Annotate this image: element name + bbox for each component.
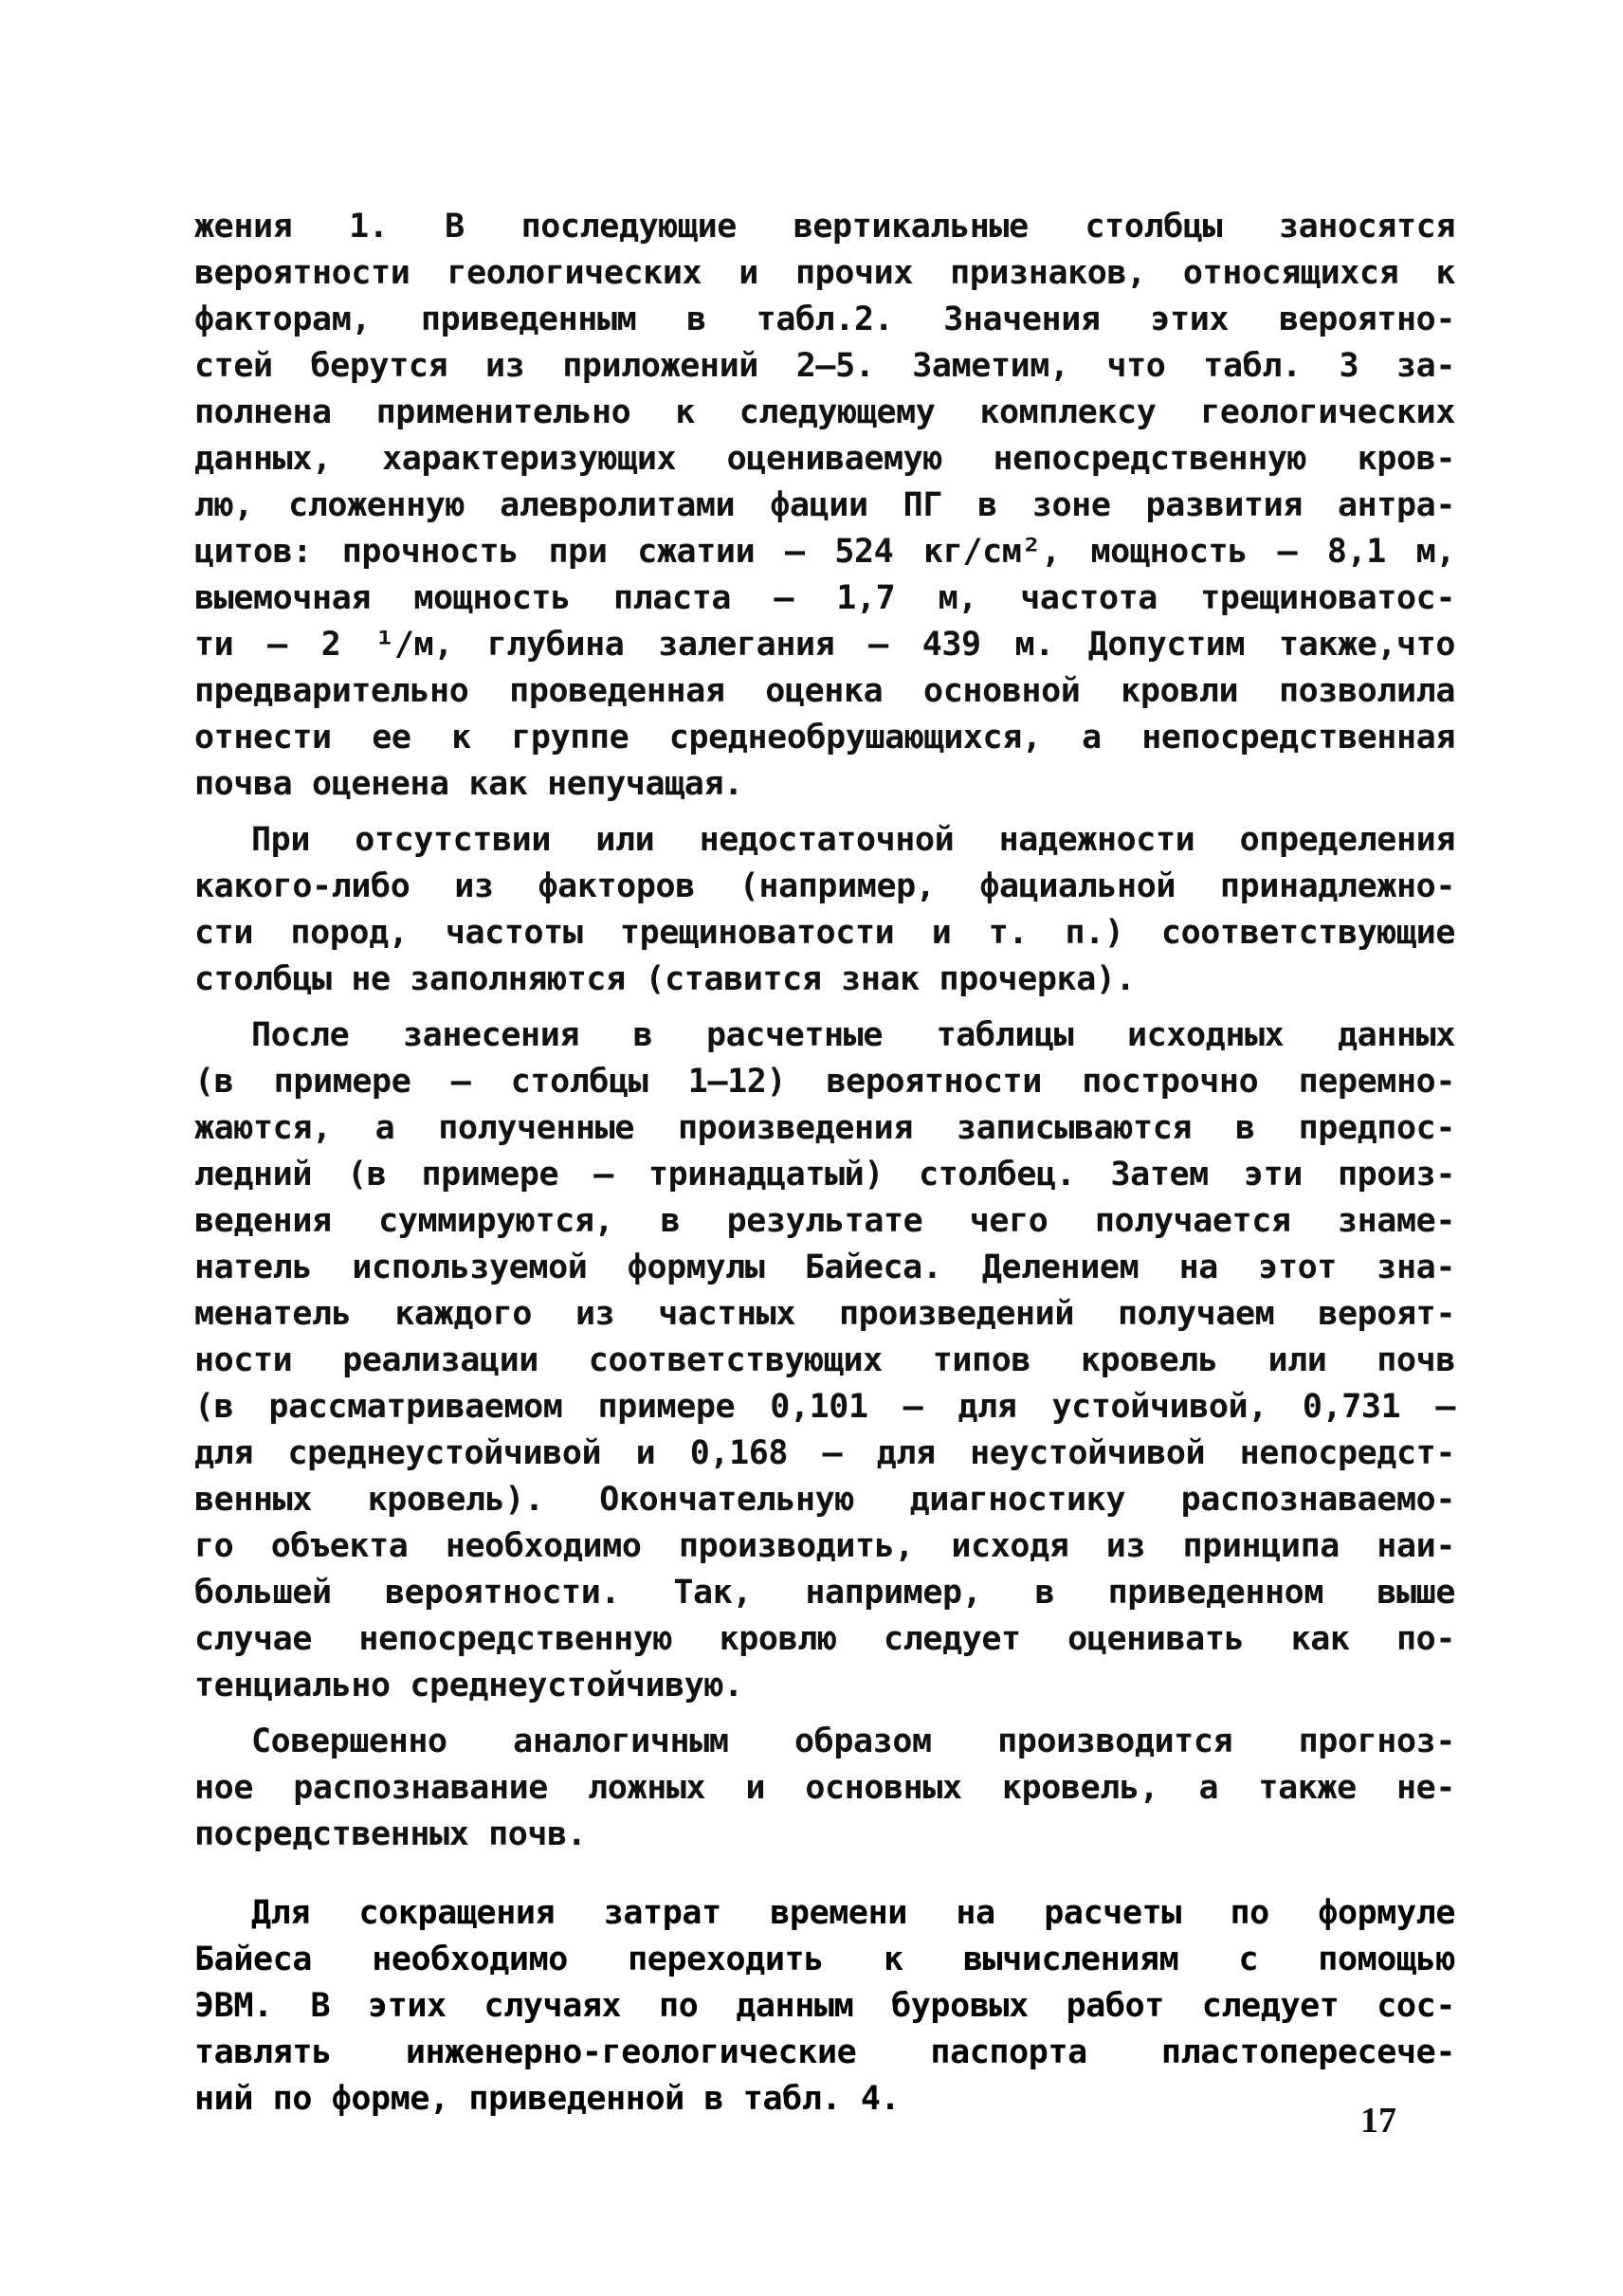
paragraph-5 — [194, 1890, 1455, 2123]
paragraph-gap — [194, 1003, 1455, 1012]
paragraph-3-line: большей вероятности. Так, например, в приведенном выше — [194, 1574, 1455, 1612]
paragraph-4 — [194, 1719, 1455, 1858]
paragraph-2-line: какого-либо из факторов (например, фациальной принадлежно- — [194, 867, 1455, 905]
paragraph-4-line: посредственных почв. — [194, 1815, 587, 1853]
paragraph-5-line: ний по форме, приведенной в табл. 4. — [194, 2080, 901, 2118]
paragraph-3-line: После занесения в расчетные таблицы исходных данных — [251, 1016, 1455, 1054]
paragraph-3-line: ледний (в примере – тринадцатый) столбец. Затем эти произ- — [194, 1156, 1455, 1194]
paragraph-1-line: цитов: прочность при сжатии – 524 кг/см², мощность – 8,1 м, — [194, 533, 1455, 571]
paragraph-3-line: для среднеустойчивой и 0,168 – для неустойчивой непосредст- — [194, 1434, 1455, 1472]
paragraph-5-line: ЭВМ. В этих случаях по данным буровых работ следует сос- — [194, 1987, 1455, 2025]
paragraph-3-line: (в рассматриваемом примере 0,101 – для устойчивой, 0,731 – — [194, 1388, 1455, 1426]
paragraph-3-line: натель используемой формулы Байеса. Делением на этот зна- — [194, 1248, 1455, 1286]
paragraph-1-line: выемочная мощность пласта – 1,7 м, частота трещиноватос- — [194, 579, 1455, 617]
paragraph-1-line: данных, характеризующих оцениваемую непосредственную кров- — [194, 440, 1455, 478]
paragraph-2-line: При отсутствии или недостаточной надежности определения — [251, 821, 1455, 859]
paragraph-3-line: го объекта необходимо производить, исходя из принципа наи- — [194, 1527, 1455, 1565]
paragraph-5-line: Байеса необходимо переходить к вычислениям с помощью — [194, 1941, 1455, 1978]
paragraph-1-line: стей берутся из приложений 2–5. Заметим, что табл. 3 за- — [194, 347, 1455, 385]
paragraph-3-line: (в примере – столбцы 1–12) вероятности построчно перемно- — [194, 1063, 1455, 1101]
paragraph-gap — [194, 1858, 1455, 1890]
paragraph-3-line: жаются, а полученные произведения записываются в предпос- — [194, 1109, 1455, 1147]
paragraph-4-line: Совершенно аналогичным образом производится прогноз- — [251, 1722, 1455, 1760]
paragraph-1-line: факторам, приведенным в табл.2. Значения этих вероятно- — [194, 301, 1455, 338]
paragraph-1 — [194, 204, 1455, 808]
paragraph-3-line: тенциально среднеустойчивую. — [194, 1667, 743, 1704]
paragraph-3-line: менатель каждого из частных произведений получаем вероят- — [194, 1295, 1455, 1333]
paragraph-1-line: отнести ее к группе среднеобрушающихся, а непосредственная — [194, 719, 1455, 756]
paragraph-5-line: тавлять инженерно-геологические паспорта пластопересече- — [194, 2033, 1455, 2071]
paragraph-5-line: Для сокращения затрат времени на расчеты по формуле — [251, 1894, 1455, 1932]
paragraph-1-line: жения 1. В последующие вертикальные столбцы заносятся — [194, 208, 1455, 246]
paragraph-gap — [194, 808, 1455, 817]
paragraph-1-line: полнена применительно к следующему комплексу геологических — [194, 393, 1455, 431]
paragraph-3-line: ведения суммируются, в результате чего получается знаме- — [194, 1202, 1455, 1240]
paragraph-4-line: ное распознавание ложных и основных кровель, а также не- — [194, 1769, 1455, 1807]
paragraph-2 — [194, 817, 1455, 1003]
paragraph-3-line: венных кровель). Окончательную диагностику распознаваемо- — [194, 1481, 1455, 1519]
paragraph-2-line: сти пород, частоты трещиноватости и т. п.) соответствующие — [194, 914, 1455, 952]
page-number: 17 — [1360, 2101, 1396, 2141]
paragraph-1-line: ти – 2 ¹/м, глубина залегания – 439 м. Допустим также,что — [194, 626, 1455, 664]
paragraph-2-line: столбцы не заполняются (ставится знак прочерка). — [194, 960, 1136, 998]
paragraph-3-line: случае непосредственную кровлю следует оценивать как по- — [194, 1620, 1455, 1658]
paragraph-1-line: предварительно проведенная оценка основной кровли позволила — [194, 672, 1455, 710]
paragraph-1-line: почва оценена как непучащая. — [194, 765, 743, 803]
paragraph-gap — [194, 1709, 1455, 1719]
paragraph-1-line: лю, сложенную алевролитами фации ПГ в зоне развития антра- — [194, 486, 1455, 524]
body-text — [194, 204, 1455, 2123]
paragraph-3-line: ности реализации соответствующих типов кровель или почв — [194, 1341, 1455, 1379]
paragraph-1-line: вероятности геологических и прочих признаков, относящихся к — [194, 254, 1455, 292]
paragraph-3 — [194, 1012, 1455, 1709]
